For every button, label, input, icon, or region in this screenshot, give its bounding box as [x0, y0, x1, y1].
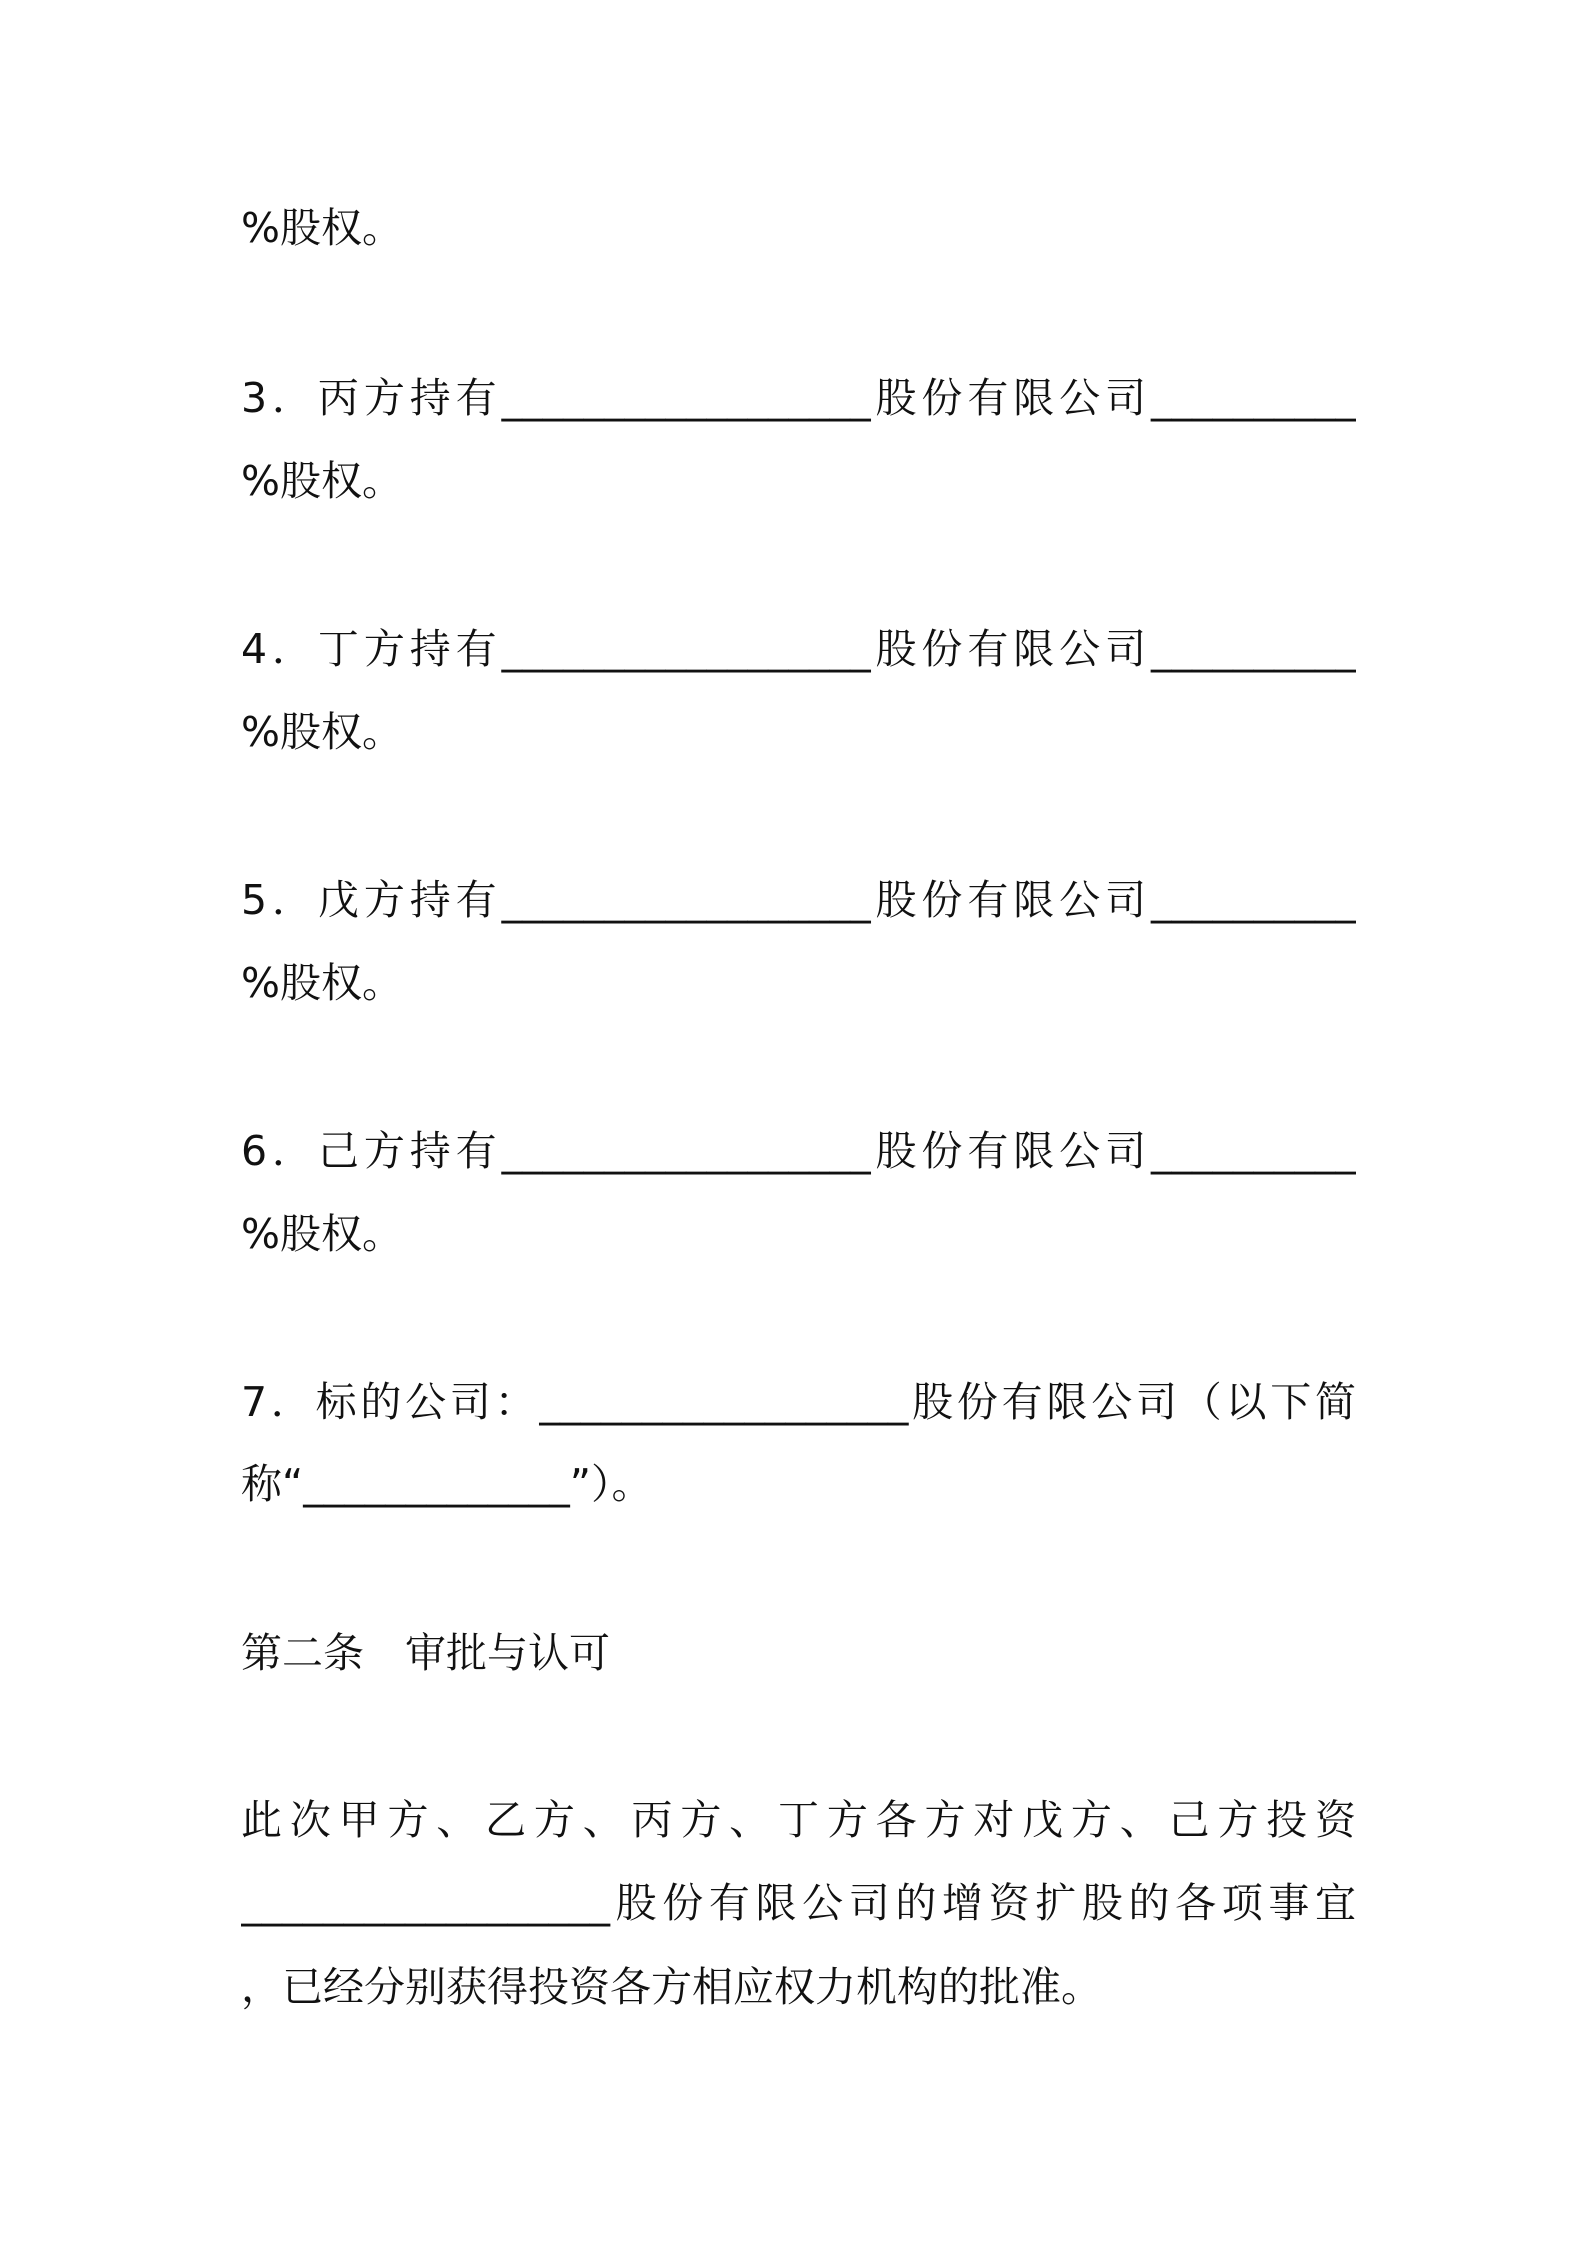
clause-5-line-2: %股权。: [241, 959, 403, 1007]
clause-5-line-1: 5．戊方持有__________________股份有限公司__________: [241, 876, 1356, 924]
article-2-paragraph-line-2: __________________股份有限公司的增资扩股的各项事宜: [241, 1879, 1356, 1927]
clause-4-line-2: %股权。: [241, 708, 403, 756]
clause-7-line-1: 7．标的公司：__________________股份有限公司（以下简: [241, 1378, 1356, 1426]
clause-6-line-2: %股权。: [241, 1210, 403, 1258]
clause-7-line-2: 称“_____________”）。: [241, 1460, 653, 1508]
article-2-heading: 第二条 审批与认可: [241, 1629, 610, 1677]
clause-2-continuation: %股权。: [241, 204, 403, 252]
clause-3-line-2: %股权。: [241, 457, 403, 505]
article-2-paragraph-line-1: 此次甲方、乙方、丙方、丁方各方对戊方、己方投资: [241, 1796, 1356, 1844]
clause-3-line-1: 3．丙方持有__________________股份有限公司__________: [241, 374, 1356, 422]
article-2-paragraph-line-3: ，已经分别获得投资各方相应权力机构的批准。: [241, 1963, 1102, 2011]
clause-4-line-1: 4．丁方持有__________________股份有限公司__________: [241, 625, 1356, 673]
clause-6-line-1: 6．己方持有__________________股份有限公司__________: [241, 1127, 1356, 1175]
